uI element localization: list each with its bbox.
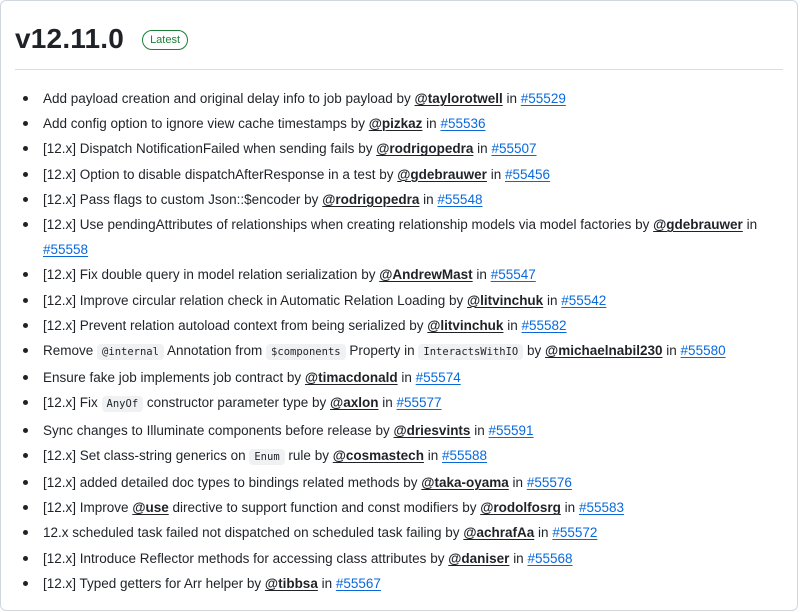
inline-code: Enum	[249, 449, 284, 465]
pr-link[interactable]: #55577	[396, 395, 442, 411]
pr-link[interactable]: #55529	[520, 91, 566, 106]
user-link[interactable]: @rodrigopedra	[376, 141, 474, 157]
user-link[interactable]: @rodrigopedra	[322, 191, 420, 207]
release-title[interactable]: v12.11.0	[15, 23, 125, 54]
user-link[interactable]: @daniser	[448, 550, 510, 566]
pr-link[interactable]: #55568	[527, 550, 573, 566]
user-link[interactable]: @gdebrauwer	[397, 166, 487, 182]
inline-code: AnyOf	[102, 396, 144, 412]
user-link[interactable]: @axlon	[330, 395, 379, 411]
change-text: [12.x] Pass flags to custom Json::$encoder	[43, 191, 301, 207]
pr-link[interactable]: #55536	[440, 116, 486, 132]
pr-link[interactable]: #55591	[488, 422, 534, 438]
list-item: Ensure fake job implements job contract by @timacdonald in #55574	[21, 365, 791, 390]
list-item: [12.x] Option to disable dispatchAfterResponse in a test by @gdebrauwer in #55456	[21, 162, 791, 187]
user-link[interactable]: @pizkaz	[368, 116, 423, 132]
user-link[interactable]: @achrafAa	[463, 525, 535, 541]
user-link[interactable]: @gdebrauwer	[653, 217, 743, 233]
change-text: Sync changes to Illuminate components before release	[43, 422, 372, 438]
user-link[interactable]: @AndrewMast	[379, 267, 473, 283]
user-link[interactable]: @driesvints	[393, 422, 471, 438]
user-link[interactable]: @tibbsa	[264, 575, 318, 591]
list-item: Sync changes to Illuminate components before release by @driesvints in #55591	[21, 418, 791, 443]
pr-link[interactable]: #55542	[561, 292, 607, 308]
pr-link[interactable]: #55548	[437, 191, 483, 207]
user-link[interactable]: @rodolfosrg	[480, 500, 561, 516]
list-item: [12.x] Set class-string generics on Enum rule by @cosmastech in #55588	[21, 443, 791, 470]
change-text: [12.x] Fix double query in model relation serialization	[43, 267, 358, 283]
change-text: 12.x scheduled task failed not dispatched on scheduled task failing	[43, 525, 442, 541]
list-item: [12.x] Fix AnyOf constructor parameter type by @axlon in #55577	[21, 390, 791, 417]
change-text: [12.x] added detailed doc types to bindings related methods	[43, 475, 400, 491]
change-text: [12.x] Improve circular relation check in Automatic Relation Loading	[43, 292, 446, 308]
change-text: [12.x] Prevent relation autoload context from being serialized	[43, 317, 406, 333]
list-item: [12.x] Introduce Reflector methods for accessing class attributes by @daniser in #55568	[21, 546, 791, 571]
change-text: [12.x] Dispatch NotificationFailed when sending fails	[43, 141, 355, 157]
release-header	[15, 19, 188, 59]
pr-link[interactable]: #55580	[680, 343, 726, 359]
inline-code: InteractsWithIO	[418, 344, 523, 360]
change-text: [12.x] Typed getters for Arr helper	[43, 575, 244, 591]
change-text: [12.x] Use pendingAttributes of relationships when creating relationship models via model factories	[43, 217, 632, 233]
list-item: [12.x] Use pendingAttributes of relationships when creating relationship models via model factories by @gdebrauwer in #55558	[21, 212, 791, 262]
pr-link[interactable]: #55583	[578, 500, 624, 516]
latest-badge: Latest	[142, 30, 188, 50]
pr-link[interactable]: #55582	[521, 317, 567, 333]
change-text: [12.x] Introduce Reflector methods for accessing class attributes	[43, 550, 427, 566]
change-text: Add payload creation and original delay info to job payload	[43, 91, 393, 106]
pr-link[interactable]: #55574	[415, 370, 461, 386]
user-link[interactable]: @taka-oyama	[421, 475, 509, 491]
header-divider	[15, 69, 783, 70]
user-link[interactable]: @michaelnabil230	[545, 343, 663, 359]
change-text: Add config option to ignore view cache timestamps	[43, 116, 347, 132]
user-link[interactable]: @taylorotwell	[414, 91, 503, 106]
change-text: [12.x] Option to disable dispatchAfterResponse in a test	[43, 166, 376, 182]
list-item: [12.x] Typed getters for Arr helper by @tibbsa in #55567	[21, 571, 791, 596]
pr-link[interactable]: #55547	[490, 267, 536, 283]
list-item: 12.x scheduled task failed not dispatched on scheduled task failing by @achrafAa in #55572	[21, 520, 791, 545]
user-link[interactable]: @litvinchuk	[467, 292, 544, 308]
pr-link[interactable]: #55576	[526, 475, 572, 491]
list-item: [12.x] Improve @use directive to support function and const modifiers by @rodolfosrg in #55583	[21, 495, 791, 520]
use-directive-link[interactable]: @use	[132, 500, 169, 516]
list-item: [12.x] added detailed doc types to bindings related methods by @taka-oyama in #55576	[21, 470, 791, 495]
pr-link[interactable]: #55572	[552, 525, 598, 541]
user-link[interactable]: @timacdonald	[304, 370, 398, 386]
user-link[interactable]: @cosmastech	[332, 447, 424, 463]
list-item: [12.x] Fix double query in model relation serialization by @AndrewMast in #55547	[21, 262, 791, 287]
change-text: Ensure fake job implements job contract	[43, 370, 284, 386]
user-link[interactable]: @litvinchuk	[427, 317, 504, 333]
changelog-list	[21, 86, 791, 596]
list-item: Remove @internal Annotation from $components Property in InteractsWithIO by @michaelnabil230 in #55580	[21, 338, 791, 365]
list-item: [12.x] Improve circular relation check in Automatic Relation Loading by @litvinchuk in #55542	[21, 288, 791, 313]
inline-code: $components	[266, 344, 346, 360]
pr-link[interactable]: #55558	[43, 242, 89, 258]
list-item: Add config option to ignore view cache timestamps by @pizkaz in #55536	[21, 111, 791, 136]
list-item: Add payload creation and original delay info to job payload by @taylorotwell in #55529	[21, 86, 791, 111]
pr-link[interactable]: #55588	[442, 447, 488, 463]
pr-link[interactable]: #55456	[504, 166, 551, 182]
list-item: [12.x] Prevent relation autoload context from being serialized by @litvinchuk in #55582	[21, 313, 791, 338]
pr-link[interactable]: #55507	[491, 141, 537, 157]
pr-link[interactable]: #55567	[335, 575, 381, 591]
list-item: [12.x] Pass flags to custom Json::$encoder by @rodrigopedra in #55548	[21, 187, 791, 212]
inline-code: @internal	[97, 344, 164, 360]
list-item: [12.x] Dispatch NotificationFailed when sending fails by @rodrigopedra in #55507	[21, 136, 791, 161]
